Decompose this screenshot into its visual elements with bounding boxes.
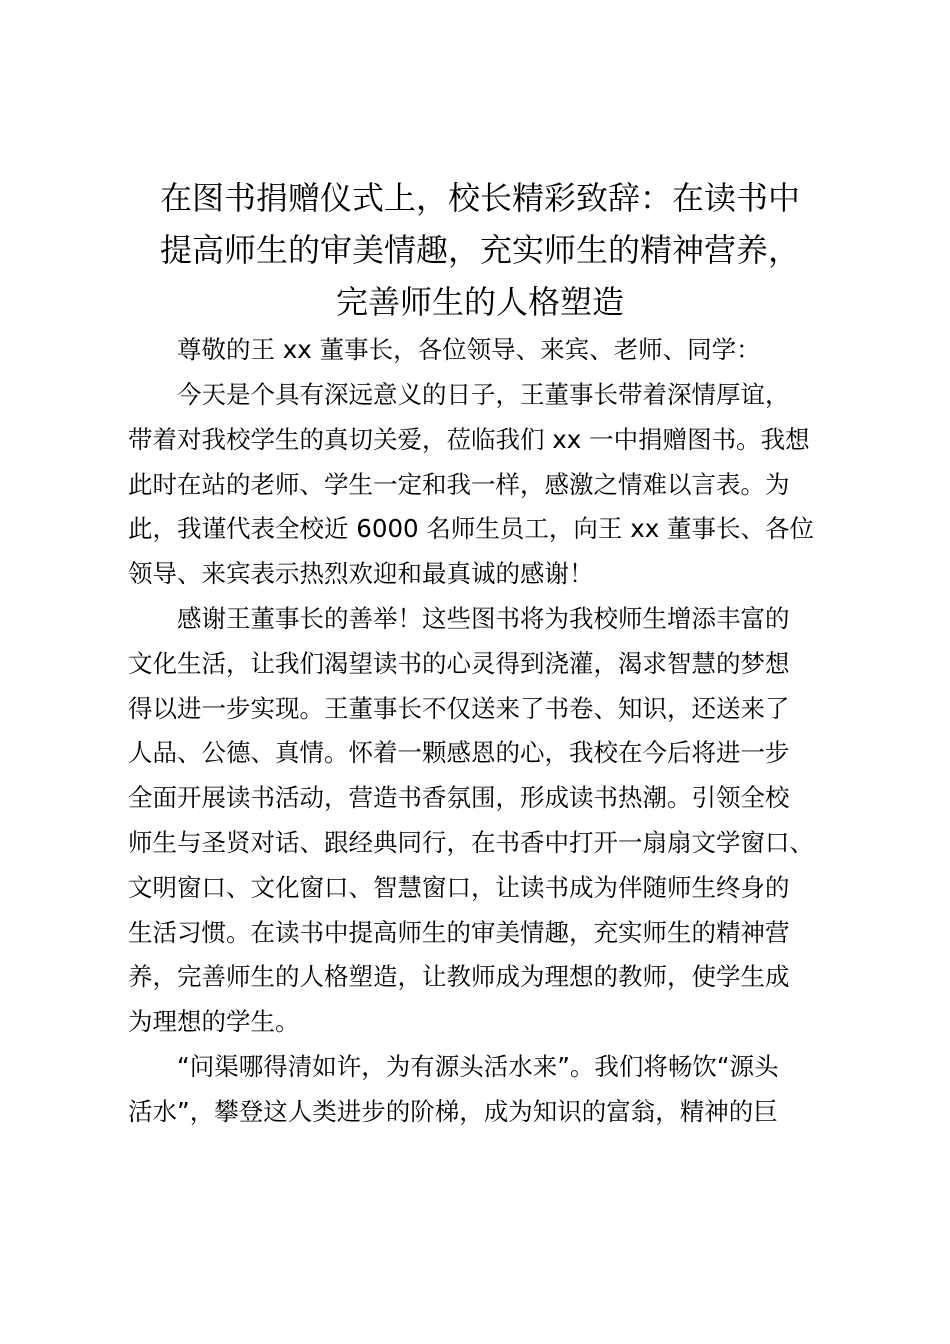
paragraph-line: 人品、公德、真情。怀着一颗感恩的心，我校在今后将进一步 [128, 738, 790, 768]
paragraph-line: 文化生活，让我们渴望读书的心灵得到浇灌，渴求智慧的梦想 [128, 648, 790, 678]
paragraph-thanks [128, 597, 838, 1045]
paragraph-line: 感谢王董事长的善举！这些图书将为我校师生增添丰富的 [177, 603, 790, 633]
paragraph-line: 文明窗口、文化窗口、智慧窗口，让读书成为伴随师生终身的 [128, 872, 790, 902]
paragraph-line: 全面开展读书活动，营造书香氛围，形成读书热潮。引领全校 [128, 783, 790, 813]
paragraph-line: 得以进一步实现。王董事长不仅送来了书卷、知识，还送来了 [128, 693, 790, 723]
document-body [128, 331, 838, 1135]
title-line: 提高师生的审美情趣，充实师生的精神营养， [159, 231, 800, 269]
paragraph-line: 养，完善师生的人格塑造，让教师成为理想的教师，使学生成 [128, 962, 790, 992]
title-line: 完善师生的人格塑造 [335, 283, 624, 321]
paragraph-line: 师生与圣贤对话、跟经典同行，在书香中打开一扇扇文学窗口、 [128, 827, 814, 857]
paragraph-line: 此，我谨代表全校近 6000 名师生员工，向王 xx 董事长、各位 [128, 514, 814, 544]
paragraph-line: 为理想的学生。 [128, 1007, 300, 1037]
title-line: 在图书捐赠仪式上，校长精彩致辞：在读书中 [159, 179, 800, 217]
salutation [128, 331, 838, 369]
paragraph-line: 生活习惯。在读书中提高师生的审美情趣，充实师生的精神营 [128, 917, 790, 947]
paragraph-quote [128, 1045, 838, 1135]
paragraph-line: 领导、来宾表示热烈欢迎和最真诚的感谢！ [128, 559, 594, 589]
document-title [100, 172, 860, 328]
salutation-text: 尊敬的王 xx 董事长，各位领导、来宾、老师、同学： [177, 335, 761, 364]
paragraph-line: 此时在站的老师、学生一定和我一样，感激之情难以言表。为 [128, 469, 790, 499]
paragraph-line: 活水”，攀登这人类进步的阶梯，成为知识的富翁，精神的巨 [128, 1096, 778, 1126]
paragraph-line: “问渠哪得清如许，为有源头活水来”。我们将畅饮“源头 [177, 1051, 779, 1081]
paragraph-welcome [128, 373, 838, 597]
paragraph-line: 带着对我校学生的真切关爱，莅临我们 xx 一中捐赠图书。我想 [128, 424, 810, 454]
paragraph-line: 今天是个具有深远意义的日子，王董事长带着深情厚谊， [177, 380, 790, 409]
